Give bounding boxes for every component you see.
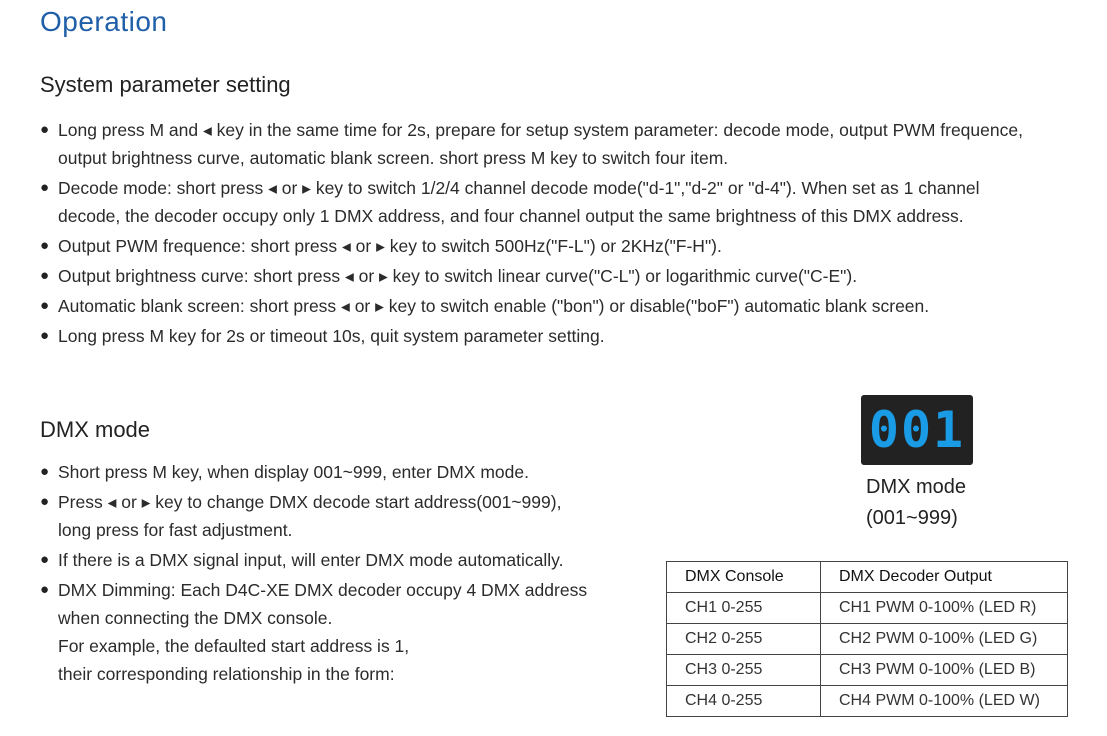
item-line: Output PWM frequence: short press ◂ or ▸ key to switch 500Hz("F-L") or 2KHz("F-H"). [58, 236, 722, 256]
list-item [40, 322, 1080, 350]
dmx-mapping-table [666, 561, 1068, 717]
item-line: Output brightness curve: short press ◂ or ▸ key to switch linear curve("C-L") or logarithmic curve("C-E"). [58, 266, 858, 286]
table-cell: CH4 PWM 0-100% (LED W) [821, 686, 1068, 717]
table-row [667, 593, 1068, 624]
dmx-mode-list [40, 458, 640, 690]
table-header-row [667, 562, 1068, 593]
table-row [667, 655, 1068, 686]
item-line: decode, the decoder occupy only 1 DMX address, and four channel output the same brightness of this DMX address. [58, 206, 964, 226]
item-line: DMX Dimming: Each D4C-XE DMX decoder occupy 4 DMX address [58, 580, 588, 600]
table-cell: CH3 0-255 [667, 655, 821, 686]
table-row [667, 624, 1068, 655]
column-header: DMX Console [667, 562, 821, 593]
led-display [861, 395, 973, 465]
list-item [40, 262, 1080, 290]
bullet-icon: ● [40, 463, 50, 480]
bullet-icon: ● [40, 121, 50, 138]
list-item [40, 174, 1080, 230]
list-item [40, 576, 640, 688]
dmx-mode-heading: DMX mode [40, 417, 151, 442]
table-cell: CH4 0-255 [667, 686, 821, 717]
table-cell: CH2 0-255 [667, 624, 821, 655]
table-cell: CH1 PWM 0-100% (LED R) [821, 593, 1068, 624]
bullet-icon: ● [40, 551, 50, 568]
page-title: Operation [40, 6, 168, 37]
list-item [40, 488, 640, 544]
display-mode-label: DMX mode [866, 476, 967, 498]
item-line: long press for fast adjustment. [58, 520, 293, 540]
item-line: Press ◂ or ▸ key to change DMX decode start address(001~999), [58, 492, 562, 512]
display-digits: 001 [868, 401, 966, 459]
bullet-icon: ● [40, 267, 50, 284]
bullet-icon: ● [40, 179, 50, 196]
bullet-icon: ● [40, 493, 50, 510]
table-cell: CH1 0-255 [667, 593, 821, 624]
column-header: DMX Decoder Output [821, 562, 1068, 593]
list-item [40, 546, 640, 574]
table-cell: CH2 PWM 0-100% (LED G) [821, 624, 1068, 655]
item-line: Long press M and ◂ key in the same time for 2s, prepare for setup system parameter: decode mode, output PWM frequence, [58, 120, 1023, 140]
item-line: Long press M key for 2s or timeout 10s, quit system parameter setting. [58, 326, 605, 346]
item-line: For example, the defaulted start address is 1, [58, 636, 410, 656]
bullet-icon: ● [40, 581, 50, 598]
system-parameter-heading: System parameter setting [40, 72, 291, 97]
item-line: Decode mode: short press ◂ or ▸ key to switch 1/2/4 channel decode mode("d-1","d-2" or "d-4"). When set as 1 channel [58, 178, 980, 198]
item-line: output brightness curve, automatic blank screen. short press M key to switch four item. [58, 148, 729, 168]
item-line: when connecting the DMX console. [58, 608, 333, 628]
item-line: If there is a DMX signal input, will enter DMX mode automatically. [58, 550, 564, 570]
list-item [40, 116, 1080, 172]
bullet-icon: ● [40, 297, 50, 314]
bullet-icon: ● [40, 237, 50, 254]
table-cell: CH3 PWM 0-100% (LED B) [821, 655, 1068, 686]
item-line: Automatic blank screen: short press ◂ or ▸ key to switch enable ("bon") or disable("boF") automatic blank screen. [58, 296, 930, 316]
item-line: their corresponding relationship in the form: [58, 664, 395, 684]
bullet-icon: ● [40, 327, 50, 344]
system-parameter-list [40, 116, 1080, 352]
display-range-label: (001~999) [866, 507, 958, 529]
list-item [40, 458, 640, 486]
list-item [40, 292, 1080, 320]
item-line: Short press M key, when display 001~999, enter DMX mode. [58, 462, 529, 482]
list-item [40, 232, 1080, 260]
table-row [667, 686, 1068, 717]
